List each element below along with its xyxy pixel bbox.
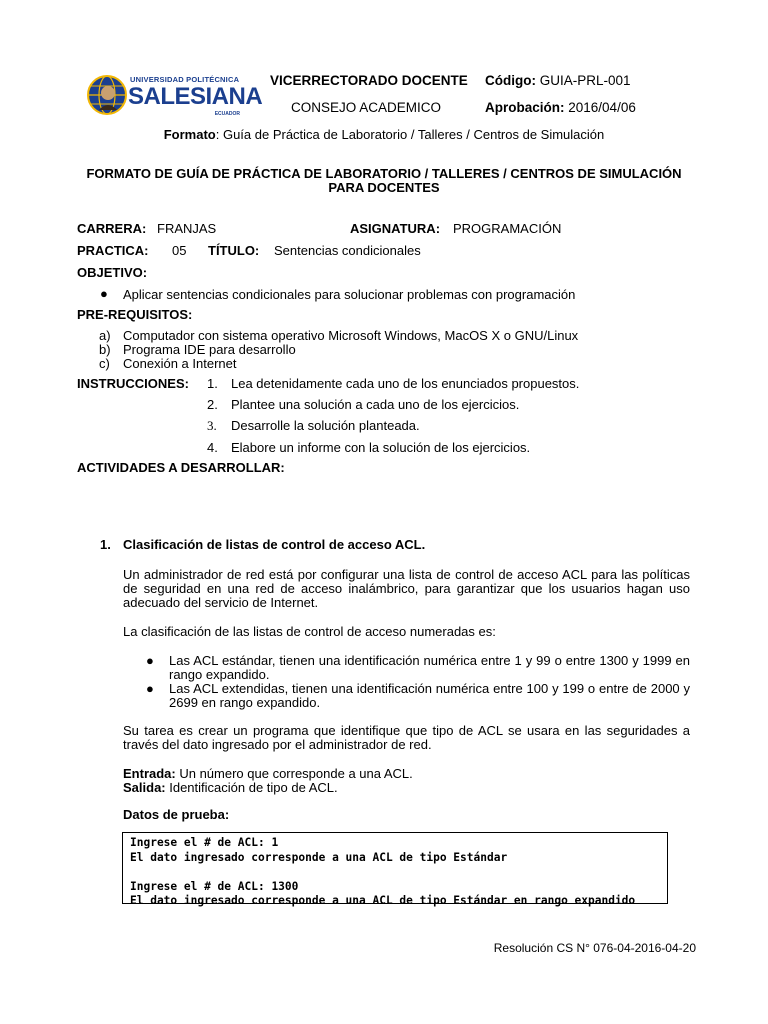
- instruction-marker: 1.: [207, 376, 218, 391]
- output-text: Identificación de tipo de ACL.: [165, 780, 338, 795]
- exercise-heading: Clasificación de listas de control de acceso ACL.: [123, 537, 426, 552]
- test-data-label: Datos de prueba:: [123, 807, 230, 822]
- exercise-number: 1.: [100, 537, 111, 552]
- career-value: FRANJAS: [157, 221, 217, 236]
- topic-value: Sentencias condicionales: [274, 243, 421, 258]
- logo-sub-text: ECUADOR: [214, 111, 240, 117]
- prereq-item: Conexión a Internet: [123, 356, 237, 371]
- practice-label: PRACTICA:: [77, 243, 149, 258]
- bullet-icon: ●: [146, 653, 154, 668]
- input-line: [123, 766, 413, 781]
- footer-resolution: Resolución CS N° 076-04-2016-04-20: [493, 941, 696, 955]
- objective-item: Aplicar sentencias condicionales para solucionar problemas con programación: [123, 287, 576, 302]
- output-label: Salida:: [123, 780, 166, 795]
- code-line: Ingrese el # de ACL: 1300: [130, 879, 299, 893]
- logo-main-text: SALESIANA: [128, 83, 263, 110]
- instruction-marker: 2.: [207, 397, 218, 412]
- instruction-marker: 3.: [207, 418, 217, 433]
- code-line: [130, 865, 660, 880]
- exercise-bullet: Las ACL extendidas, tienen una identificación numérica entre 100 y 199 o entre de 2000 y 2699 en rango expandido.: [169, 681, 690, 710]
- code-line: El dato ingresado corresponde a una ACL de tipo Estándar: [130, 850, 508, 864]
- university-logo: [86, 74, 263, 118]
- code-value: GUIA-PRL-001: [539, 73, 631, 88]
- prereq-marker: b): [99, 342, 111, 357]
- format-line: [0, 127, 768, 142]
- prereq-item: Programa IDE para desarrollo: [123, 342, 296, 357]
- approval-date: [485, 100, 636, 115]
- council-name: CONSEJO ACADEMICO: [291, 100, 442, 115]
- document-code: [485, 73, 631, 88]
- instruction-item: Elabore un informe con la solución de los ejercicios.: [231, 440, 531, 455]
- subject-value: PROGRAMACIÓN: [453, 221, 562, 236]
- prereq-label: PRE-REQUISITOS:: [77, 307, 193, 322]
- bullet-icon: ●: [146, 681, 154, 696]
- approval-value: 2016/04/06: [568, 100, 636, 115]
- output-line: [123, 780, 338, 795]
- activities-label: ACTIVIDADES A DESARROLLAR:: [77, 460, 285, 475]
- objective-label: OBJETIVO:: [77, 265, 148, 280]
- globe-icon: [86, 74, 128, 116]
- department-name: VICERRECTORADO DOCENTE: [270, 73, 468, 88]
- topic-label: TÍTULO:: [208, 243, 260, 258]
- input-text: Un número que corresponde a una ACL.: [175, 766, 413, 781]
- code-label: Código:: [485, 73, 536, 88]
- approval-label: Aprobación:: [485, 100, 565, 115]
- logo-top-text: UNIVERSIDAD POLITÉCNICA: [130, 75, 240, 84]
- instruction-item: Desarrolle la solución planteada.: [231, 418, 420, 433]
- prereq-marker: a): [99, 328, 111, 343]
- instruction-item: Lea detenidamente cada uno de los enunciados propuestos.: [231, 376, 580, 391]
- test-data-box: [122, 832, 668, 907]
- code-line: Ingrese el # de ACL: 1: [130, 836, 279, 849]
- prereq-marker: c): [99, 356, 110, 371]
- exercise-paragraph-1: Un administrador de red está por configurar una lista de control de acceso ACL para las políticas de seguridad en una red de acceso inalámbrico, para garantizar que los usuarios hagan uso adecuado del servicio de Internet.: [123, 567, 690, 610]
- exercise-bullet: Las ACL estándar, tienen una identificación numérica entre 1 y 99 o entre 1300 y 1999 en rango expandido.: [169, 653, 690, 682]
- title-line-2: PARA DOCENTES: [328, 180, 440, 195]
- title-line-1: FORMATO DE GUÍA DE PRÁCTICA DE LABORATORIO / TALLERES / CENTROS DE SIMULACIÓN: [86, 166, 682, 181]
- bullet-icon: ●: [100, 286, 108, 301]
- instructions-label: INSTRUCCIONES:: [77, 376, 189, 391]
- instruction-item: Plantee una solución a cada uno de los ejercicios.: [231, 397, 520, 412]
- exercise-paragraph-3: Su tarea es crear un programa que identifique que tipo de ACL se usara en las seguridades a través del dato ingresado por el administrador de red.: [123, 723, 690, 752]
- exercise-paragraph-2: La clasificación de las listas de control de acceso numeradas es:: [123, 624, 496, 639]
- document-title: [0, 167, 768, 195]
- format-value: : Guía de Práctica de Laboratorio / Talleres / Centros de Simulación: [215, 127, 605, 142]
- subject-label: ASIGNATURA:: [350, 221, 441, 236]
- practice-value: 05: [172, 243, 187, 258]
- instruction-marker: 4.: [207, 440, 218, 455]
- prereq-item: Computador con sistema operativo Microsoft Windows, MacOS X o GNU/Linux: [123, 328, 579, 343]
- format-label: Formato: [163, 127, 216, 142]
- code-line: El dato ingresado corresponde a una ACL de tipo Estándar en rango expandido: [130, 894, 636, 907]
- career-label: CARRERA:: [77, 221, 147, 236]
- input-label: Entrada:: [123, 766, 176, 781]
